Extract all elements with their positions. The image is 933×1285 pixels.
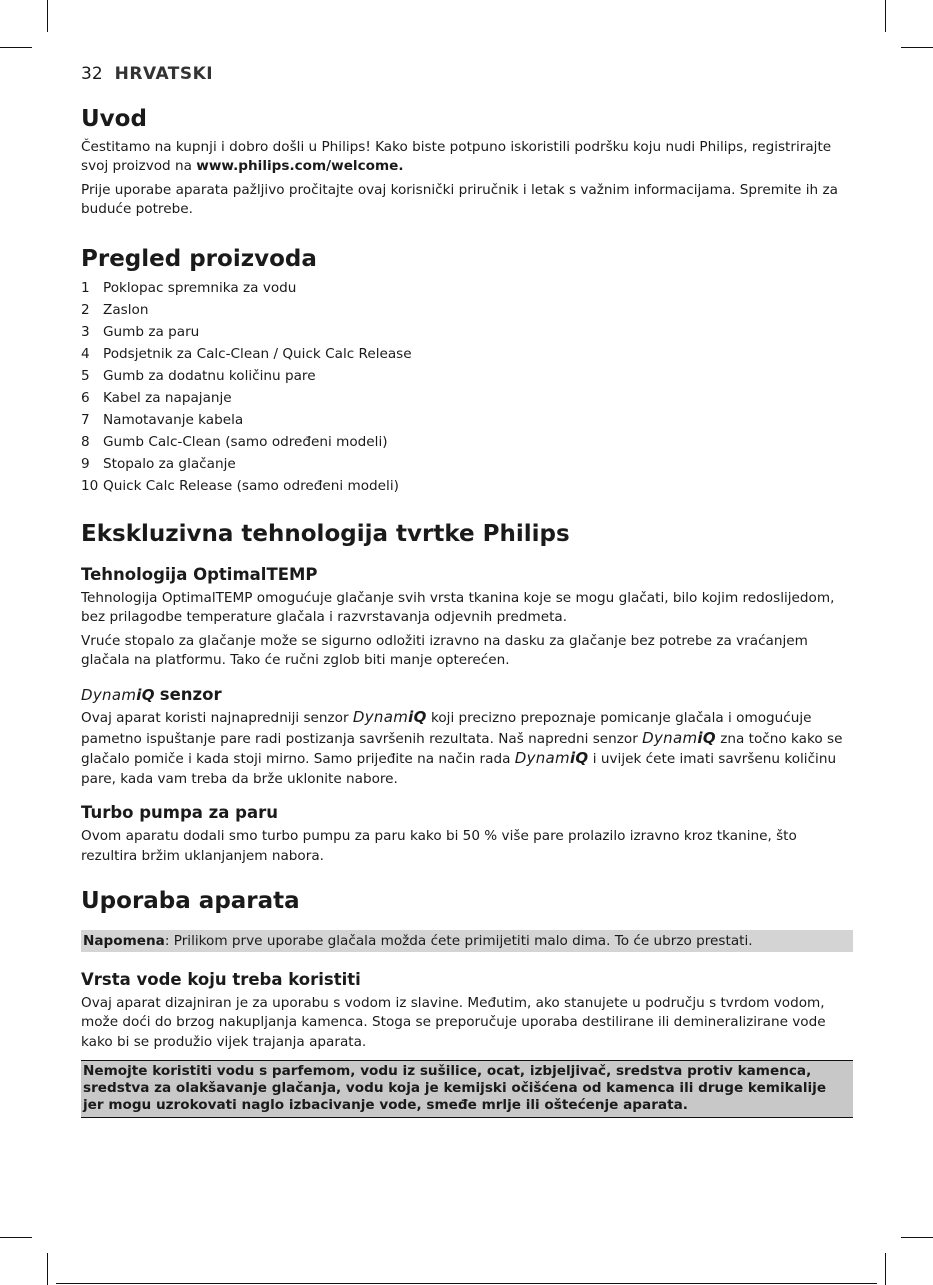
technology-title: Ekskluzivna tehnologija tvrtke Philips — [81, 521, 570, 548]
list-item: 1 Poklopac spremnika za vodu — [81, 280, 297, 297]
crop-mark — [901, 47, 933, 48]
list-item: 7 Namotavanje kabela — [81, 412, 244, 429]
water-type-paragraph: Ovaj aparat dizajniran je za uporabu s vodom iz slavine. Međutim, ako stanujete u području s tvrdom vodom, može doći do brzog nakupljanja kamenca. Stoga se preporučuje uporaba destilirane ili demineralizirane vode kako bi se produžio vijek trajanja aparata. — [81, 994, 826, 1050]
turbo-title: Turbo pumpa za paru — [81, 803, 278, 823]
dynamiq-logo: DynamiQ — [642, 728, 716, 747]
crop-mark — [885, 0, 886, 32]
dynamiq-logo: DynamiQ — [81, 685, 155, 704]
optimaltemp-title: Tehnologija OptimalTEMP — [81, 564, 318, 584]
list-item: 4 Podsjetnik za Calc-Clean / Quick Calc Release — [81, 346, 412, 363]
crop-mark — [901, 1237, 933, 1238]
intro-paragraph-2: Prije uporabe aparata pažljivo pročitajte ovaj korisnički priručnik i letak s važnim informacijama. Spremite ih za buduće potrebe. — [81, 181, 838, 218]
philips-welcome-link[interactable]: www.philips.com/welcome. — [196, 158, 404, 175]
crop-mark — [47, 0, 48, 32]
optimaltemp-paragraph-1: Tehnologija OptimalTEMP omogućuje glačanje svih vrsta tkanina koje se mogu glačati, bilo kojim redoslijedom, bez prilagodbe temperature glačala i razvrstavanja odjevnih predmeta. — [81, 589, 835, 626]
warning-box: Nemojte koristiti vodu s parfemom, vodu iz sušilice, ocat, izbjeljivač, sredstva protiv kamenca, sredstva za olakšavanje glačanja, vodu koja je kemijski očišćena od kamenca ili druge kemikalije jer mogu uzrokovati naglo izbacivanje vode, smeđe mrlje ili oštećenje aparata. — [81, 1060, 853, 1118]
page-number: 32 — [81, 64, 103, 84]
dynamiq-logo: DynamiQ — [514, 749, 589, 768]
list-item: 6 Kabel za napajanje — [81, 390, 232, 407]
crop-mark — [0, 47, 32, 48]
list-item: 8 Gumb Calc-Clean (samo određeni modeli) — [81, 434, 388, 451]
water-type-title: Vrsta vode koju treba koristiti — [81, 969, 361, 989]
optimaltemp-paragraph-2: Vruće stopalo za glačanje može se sigurno odložiti izravno na dasku za glačanje bez potrebe za vraćanjem glačala na platformu. Tako će ručni zglob biti manje opterećen. — [81, 632, 808, 669]
manual-page — [81, 64, 853, 1118]
dynamiq-logo: DynamiQ — [352, 708, 427, 727]
page-bottom-line — [56, 1283, 877, 1284]
intro-title: Uvod — [81, 106, 147, 132]
turbo-paragraph: Ovom aparatu dodali smo turbo pumpu za paru kako bi 50 % više pare prolazilo izravno kroz tkanine, što rezultira bržim uklanjanjem nabora. — [81, 828, 797, 864]
crop-mark — [47, 1253, 48, 1285]
note-box — [81, 930, 853, 952]
intro-paragraph — [81, 138, 853, 177]
overview-title: Pregled proizvoda — [81, 245, 317, 272]
page-header — [81, 64, 853, 94]
list-item: 3 Gumb za paru — [81, 324, 200, 341]
dynamiq-paragraph: Ovaj aparat koristi najnapredniji senzor DynamiQ koji precizno prepoznaje pomicanje glačala i omogućuje pametno ispuštanje pare radi postizanja savršenih rezultata. Naš napredni senzor DynamiQ zna točno kako se glačalo pomiče i kada stoji mirno. Samo prijeđite na način rada DynamiQ i uvijek ćete imati savršenu količinu pare, kada vam treba da brže uklonite nabore. — [81, 708, 843, 787]
note-text: : Prilikom prve uporabe glačala možda ćete primijetiti malo dima. To će ubrzo prestati. — [164, 932, 753, 949]
note-label: Napomena — [83, 932, 165, 949]
intro-text: Čestitamo na kupnji i dobro došli u Philips! Kako biste potpuno iskoristili podršku koju nudi Philips, registrirajte svoj proizvod na — [81, 138, 832, 175]
list-item: 5 Gumb za dodatnu količinu pare — [81, 368, 316, 385]
list-item: 9 Stopalo za glačanje — [81, 456, 236, 473]
list-item: 10 Quick Calc Release (samo određeni modeli) — [81, 478, 399, 495]
dynamiq-title-suffix: senzor — [159, 684, 222, 704]
parts-list — [81, 277, 853, 497]
crop-mark — [0, 1237, 32, 1238]
language-label: HRVATSKI — [114, 64, 214, 84]
dynamiq-title — [81, 685, 853, 705]
crop-mark — [885, 1253, 886, 1285]
usage-title: Uporaba aparata — [81, 888, 300, 915]
list-item: 2 Zaslon — [81, 302, 149, 319]
